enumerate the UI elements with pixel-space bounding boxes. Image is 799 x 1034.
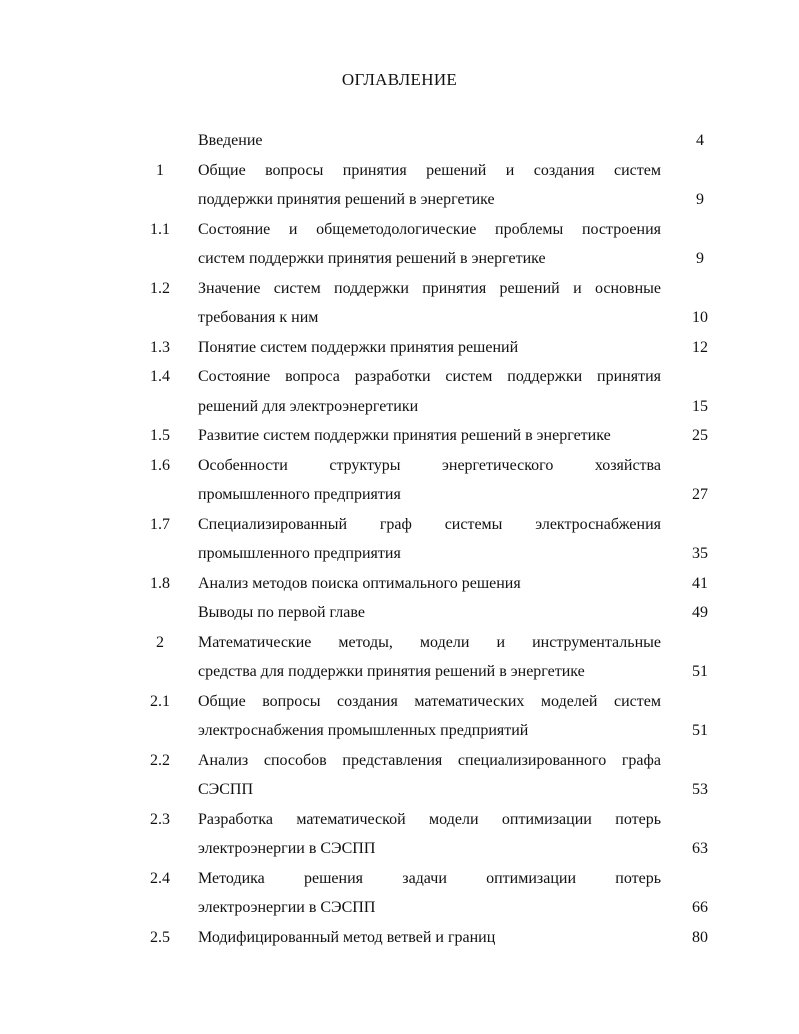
toc-entry-page: 10	[692, 309, 708, 326]
toc-entry-number: 1.1	[150, 220, 170, 238]
toc-entry-page: 9	[696, 191, 704, 208]
toc-entry-page: 25	[692, 427, 708, 444]
toc-entry-page: 49	[692, 604, 708, 621]
toc-entry-title-line: Общие вопросы создания математических моделей систем	[198, 692, 661, 710]
toc-entry	[0, 215, 799, 274]
toc-entry-title-line: средства для поддержки принятия решений в энергетике	[198, 663, 585, 680]
toc-entry-page: 4	[696, 132, 704, 149]
toc-entry-number: 2.4	[150, 869, 170, 887]
toc-entry-page: 41	[692, 574, 708, 592]
toc-entry-title-line: Особенности структуры энергетического хозяйства	[198, 456, 661, 474]
toc-entry-title-line: Понятие систем поддержки принятия решений	[198, 338, 519, 356]
toc-entry-title-line: решений для электроэнергетики	[198, 397, 419, 415]
toc-entry	[0, 569, 799, 599]
toc-entry-title-line: систем поддержки принятия решений в энергетике	[198, 250, 546, 267]
toc-entry-title-line: Развитие систем поддержки принятия решений в энергетике	[198, 427, 611, 444]
toc-entry-title-line: СЭСПП	[198, 781, 254, 798]
toc-entry-title-line: Состояние и общеметодологические проблемы построения	[198, 220, 661, 238]
toc-entry-number: 2	[156, 633, 164, 651]
toc-entry-page: 9	[696, 250, 704, 267]
toc-entry-title-line: Введение	[198, 132, 263, 149]
toc-entry	[0, 746, 799, 805]
toc-entry-page: 12	[692, 338, 708, 356]
toc-entry	[0, 451, 799, 510]
toc-entry-number	[136, 598, 184, 628]
toc-entry-number: 1.2	[150, 279, 170, 297]
toc-entry-title-line: Математические методы, модели и инструментальные	[198, 633, 661, 651]
toc-entry	[0, 421, 799, 451]
toc-entry-title-line: Разработка математической модели оптимизации потерь	[198, 810, 661, 828]
toc-entry-title-line: электроэнергии в СЭСПП	[198, 899, 376, 916]
table-of-contents	[0, 126, 799, 952]
toc-entry-page: 51	[692, 722, 708, 739]
toc-entry-number: 2.3	[150, 810, 170, 828]
toc-entry	[0, 864, 799, 923]
toc-entry	[0, 333, 799, 363]
toc-entry-page: 35	[692, 545, 708, 562]
toc-entry-number: 1.3	[150, 338, 170, 356]
toc-entry-number: 2.1	[150, 692, 170, 710]
toc-entry-title-line: Значение систем поддержки принятия решений и основные	[198, 279, 661, 297]
toc-entry-title-line: промышленного предприятия	[198, 486, 401, 503]
toc-entry-number: 2.2	[150, 751, 170, 769]
toc-entry-title-line: Общие вопросы принятия решений и создания систем	[198, 161, 661, 179]
toc-entry	[0, 274, 799, 333]
toc-entry-title-line: электроснабжения промышленных предприятий	[198, 722, 529, 739]
toc-entry-title-line: Выводы по первой главе	[198, 604, 365, 621]
toc-entry-page: 27	[692, 486, 708, 503]
toc-entry	[0, 687, 799, 746]
toc-entry-number	[136, 126, 184, 156]
toc-entry-title-line: поддержки принятия решений в энергетике	[198, 191, 495, 208]
toc-entry-title-line: Состояние вопроса разработки систем поддержки принятия	[198, 368, 661, 385]
page-title: ОГЛАВЛЕНИЕ	[341, 70, 458, 89]
toc-entry-title-line: Модифицированный метод ветвей и границ	[198, 928, 496, 946]
toc-entry-number: 1.4	[150, 368, 170, 385]
toc-entry	[0, 156, 799, 215]
toc-entry-page: 15	[692, 397, 708, 415]
toc-entry-page: 63	[692, 840, 708, 857]
toc-entry	[0, 598, 799, 628]
toc-entry-number: 1	[156, 161, 164, 179]
toc-entry	[0, 362, 799, 421]
toc-entry-title-line: Анализ способов представления специализированного графа	[198, 751, 661, 769]
toc-entry	[0, 628, 799, 687]
toc-entry-page: 80	[692, 928, 708, 946]
toc-entry-page: 51	[692, 663, 708, 680]
toc-entry-title-line: Анализ методов поиска оптимального решения	[198, 574, 521, 592]
toc-entry-title-line: промышленного предприятия	[198, 545, 401, 562]
toc-entry	[0, 510, 799, 569]
toc-entry-number: 2.5	[150, 928, 170, 946]
toc-entry	[0, 126, 799, 156]
toc-entry	[0, 923, 799, 953]
toc-entry-number: 1.5	[150, 427, 170, 444]
toc-entry-number: 1.8	[150, 574, 170, 592]
toc-entry-number: 1.7	[150, 515, 170, 533]
toc-entry-title-line: электроэнергии в СЭСПП	[198, 840, 376, 857]
toc-entry-number: 1.6	[150, 456, 170, 474]
toc-entry-title-line: Специализированный граф системы электроснабжения	[198, 515, 661, 533]
toc-entry-title-line: Методика решения задачи оптимизации потерь	[198, 869, 661, 887]
toc-entry-title-line: требования к ним	[198, 309, 319, 326]
toc-entry-page: 53	[692, 781, 708, 798]
toc-entry	[0, 805, 799, 864]
toc-entry-page: 66	[692, 899, 708, 916]
